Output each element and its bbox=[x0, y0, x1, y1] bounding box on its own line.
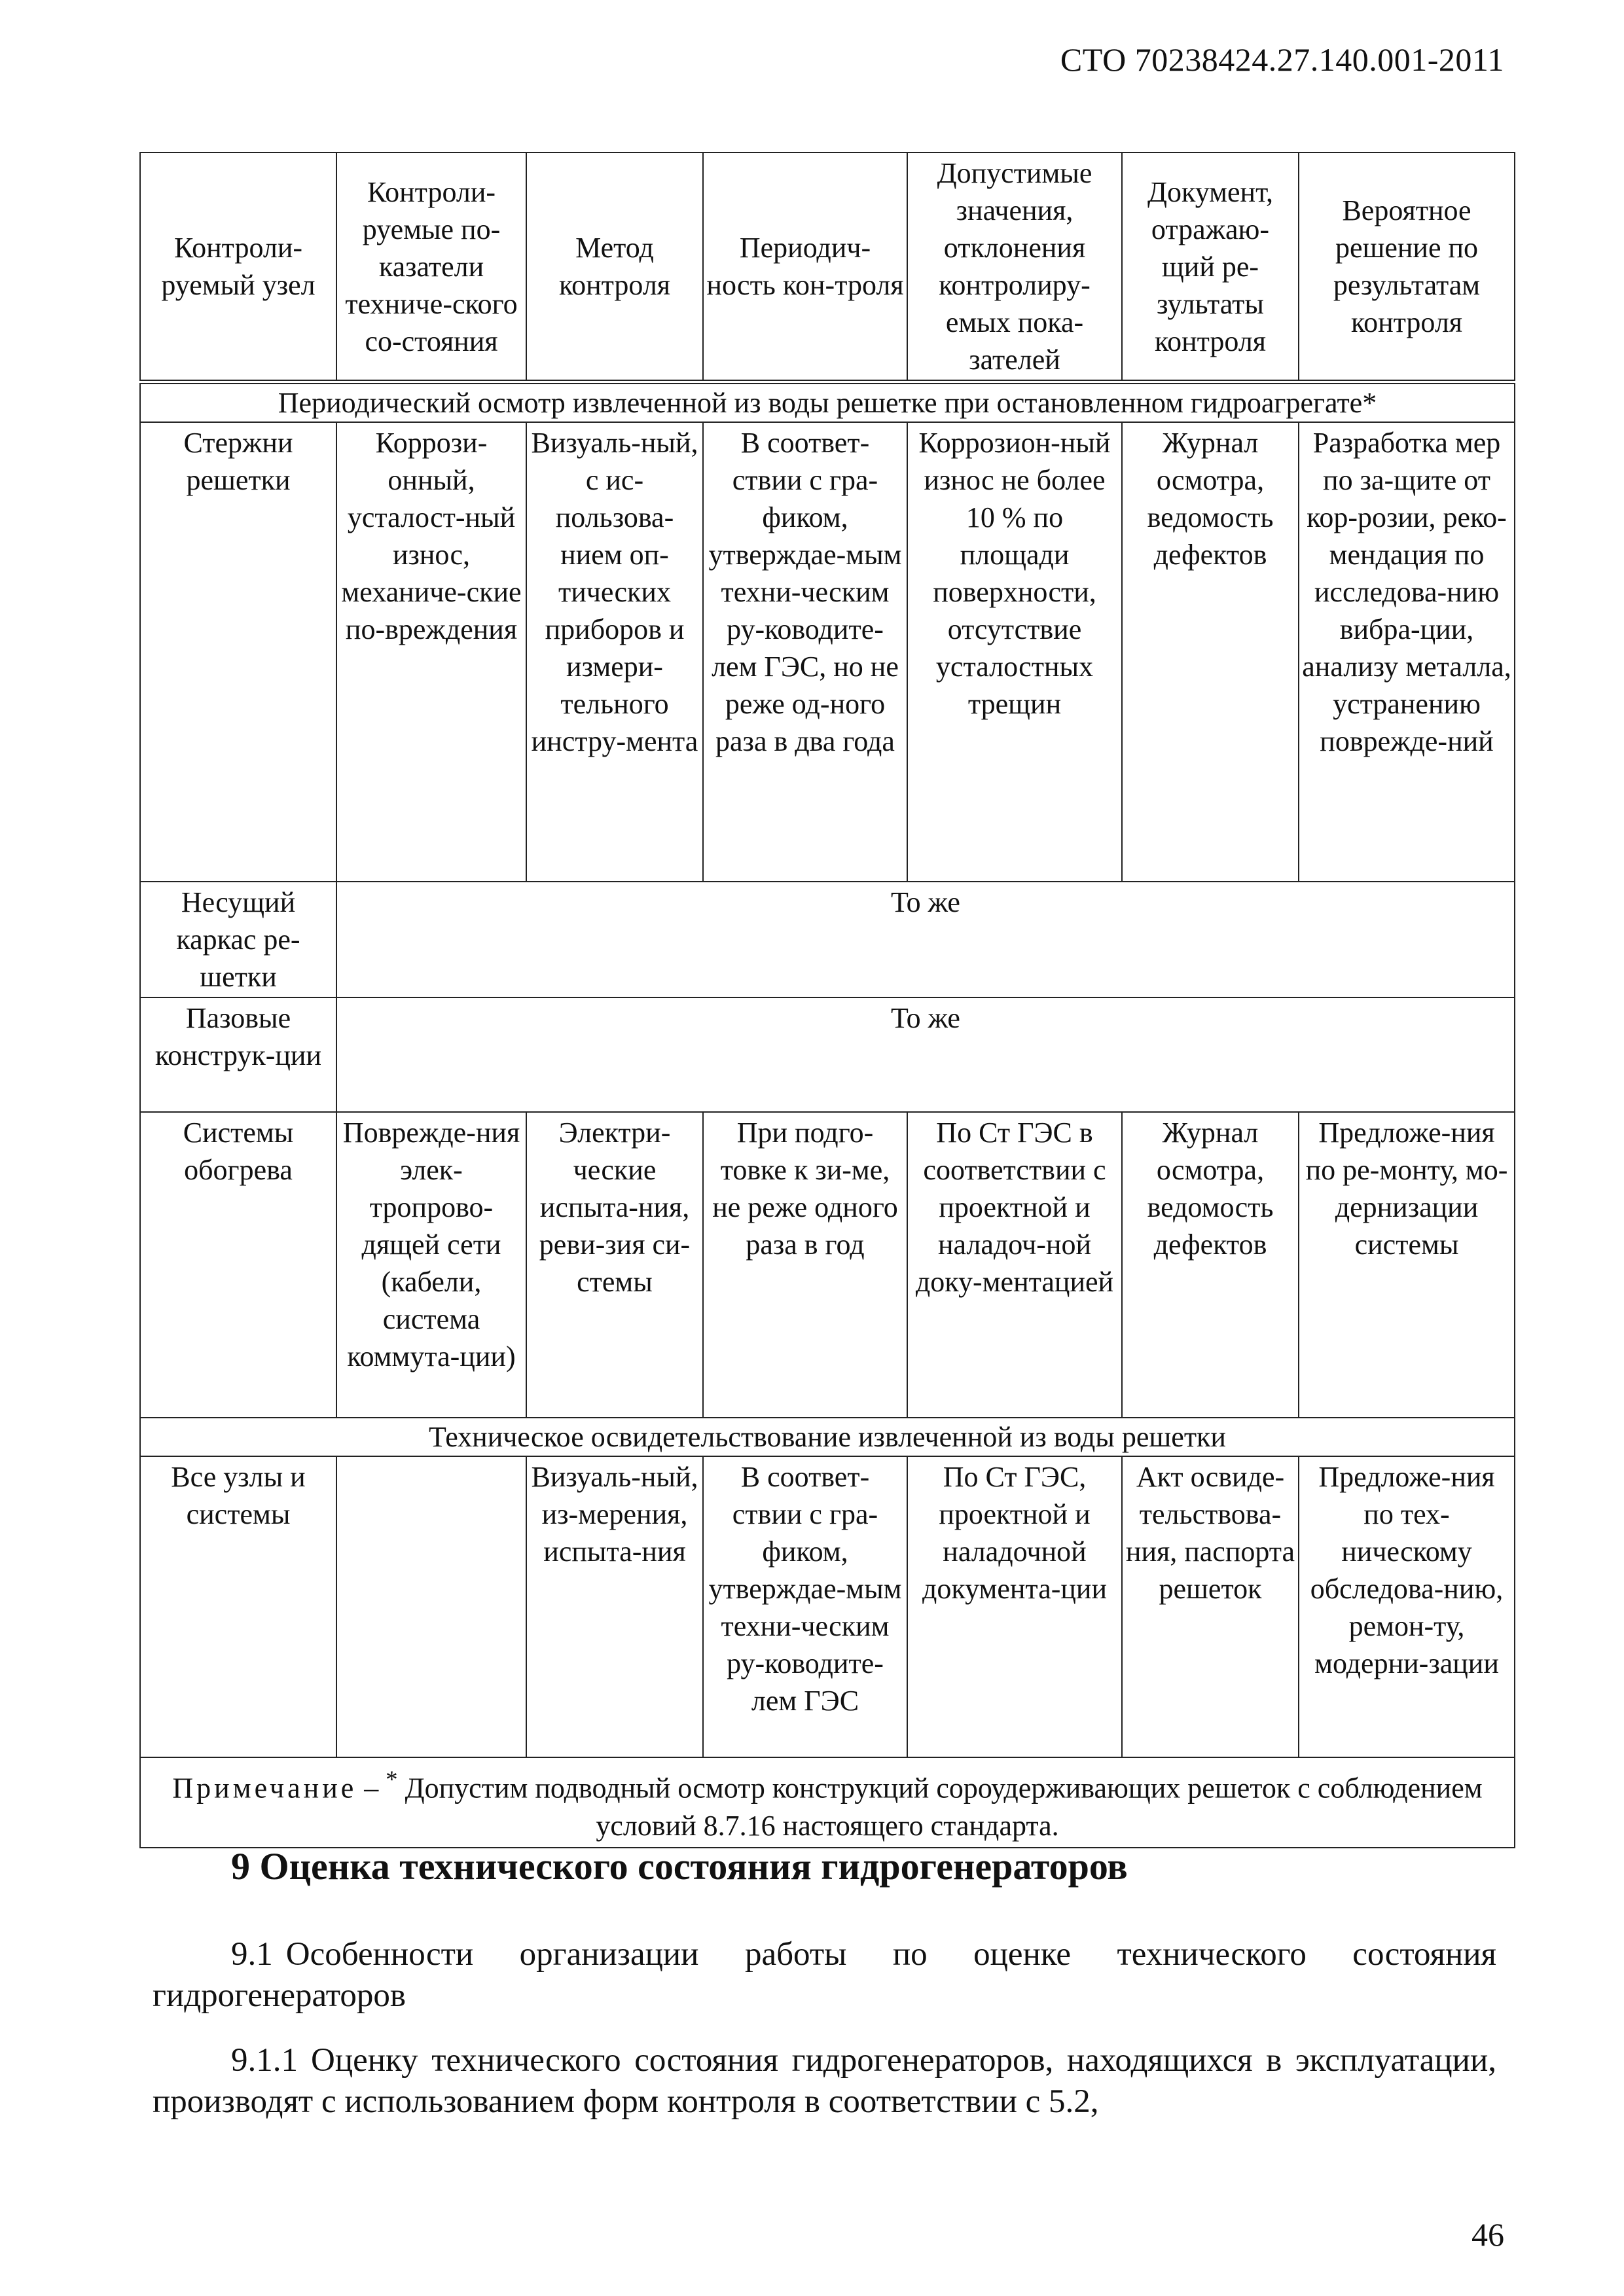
cell-period: В соответ-ствии с гра-фиком, утверждае-мым техни-ческим ру-ководите-лем ГЭС, но не реже од-ного раза в два года bbox=[703, 422, 907, 882]
cell-node: Несущий каркас ре-шетки bbox=[140, 882, 336, 997]
table-row bbox=[140, 1112, 1515, 1418]
column-header-method: Метод контроля bbox=[526, 152, 703, 382]
note-row bbox=[140, 1757, 1515, 1848]
cell-document: Журнал осмотра, ведомость дефектов bbox=[1122, 1112, 1299, 1418]
paragraph-number: 9.1 bbox=[231, 1936, 273, 1973]
paragraph-9-1-1 bbox=[153, 2040, 1496, 2123]
note-mark: * bbox=[386, 1766, 398, 1793]
column-header-document: Документ, отражаю-щий ре-зультаты контроля bbox=[1122, 152, 1299, 382]
column-header-period: Периодич-ность кон-троля bbox=[703, 152, 907, 382]
cell-node: Все узлы и системы bbox=[140, 1456, 336, 1757]
column-header-allowed-values: Допустимые значения, отклонения контролиру-емых пока-зателей bbox=[907, 152, 1122, 382]
table-row bbox=[140, 1456, 1515, 1757]
column-header-indicators: Контроли-руемые по-казатели техниче-ского со-стояния bbox=[336, 152, 526, 382]
cell-node: Пазовые конструк-ции bbox=[140, 997, 336, 1112]
cell-document: Журнал осмотра, ведомость дефектов bbox=[1122, 422, 1299, 882]
cell-decision: Разработка мер по за-щите от кор-розии, реко-мендация по исследова-нию вибра-ции, анализу металла, устранению поврежде-ний bbox=[1299, 422, 1515, 882]
column-header-decision: Вероятное решение по результатам контроля bbox=[1299, 152, 1515, 382]
section-row-periodic-inspection bbox=[140, 382, 1515, 423]
note-dash: – bbox=[357, 1772, 386, 1804]
cell-same: То же bbox=[336, 882, 1515, 997]
table-header bbox=[140, 152, 1515, 382]
cell-allowed-values: По Ст ГЭС в соответствии с проектной и наладоч-ной доку-ментацией bbox=[907, 1112, 1122, 1418]
column-header-node: Контроли-руемый узел bbox=[140, 152, 336, 382]
cell-indicators: Коррози-онный, усталост-ный износ, механиче-ские по-вреждения bbox=[336, 422, 526, 882]
inspection-table bbox=[139, 152, 1515, 1848]
cell-indicators bbox=[336, 1456, 526, 1757]
cell-decision: Предложе-ния по ре-монту, мо-дернизации системы bbox=[1299, 1112, 1515, 1418]
section-title: Техническое освидетельствование извлеченной из воды решетки bbox=[140, 1418, 1515, 1456]
cell-allowed-values: По Ст ГЭС, проектной и наладочной документа-ции bbox=[907, 1456, 1122, 1757]
table-header-row bbox=[140, 152, 1515, 382]
table-row bbox=[140, 422, 1515, 882]
table-row bbox=[140, 882, 1515, 997]
table-row bbox=[140, 997, 1515, 1112]
cell-period: При подго-товке к зи-ме, не реже одного раза в год bbox=[703, 1112, 907, 1418]
paragraph-number: 9.1.1 bbox=[231, 2042, 298, 2079]
cell-method: Визуаль-ный, с ис-пользова-нием оп-тических приборов и измери-тельного инстру-мента bbox=[526, 422, 703, 882]
cell-method: Электри-ческие испыта-ния, реви-зия си-стемы bbox=[526, 1112, 703, 1418]
section-row-technical-examination bbox=[140, 1418, 1515, 1456]
paragraph-text: Особенности организации работы по оценке технического состояния гидрогенераторов bbox=[153, 1936, 1496, 2014]
section-title: Периодический осмотр извлеченной из воды решетке при остановленном гидроагрегате* bbox=[140, 382, 1515, 423]
cell-indicators: Поврежде-ния элек-тропрово-дящей сети (кабели, система коммута-ции) bbox=[336, 1112, 526, 1418]
cell-node: Стержни решетки bbox=[140, 422, 336, 882]
paragraph-9-1 bbox=[153, 1934, 1496, 2017]
cell-decision: Предложе-ния по тех-ническому обследова-нию, ремон-ту, модерни-зации bbox=[1299, 1456, 1515, 1757]
cell-period: В соответ-ствии с гра-фиком, утверждае-мым техни-ческим ру-ководите-лем ГЭС bbox=[703, 1456, 907, 1757]
cell-same: То же bbox=[336, 997, 1515, 1112]
cell-method: Визуаль-ный, из-мерения, испыта-ния bbox=[526, 1456, 703, 1757]
note-label: Примечание bbox=[172, 1772, 357, 1804]
cell-document: Акт освиде-тельствова-ния, паспорта решеток bbox=[1122, 1456, 1299, 1757]
note-text: Допустим подводный осмотр конструкций сороудерживающих решеток с соблюдением условий 8.7.16 настоящего стандарта. bbox=[397, 1772, 1483, 1842]
paragraph-text: Оценку технического состояния гидрогенераторов, находящихся в эксплуатации, производят с использованием форм контроля в соответствии с 5.2, bbox=[153, 2042, 1496, 2120]
cell-node: Системы обогрева bbox=[140, 1112, 336, 1418]
cell-allowed-values: Коррозион-ный износ не более 10 % по площади поверхности, отсутствие усталостных трещин bbox=[907, 422, 1122, 882]
document-code: СТО 70238424.27.140.001-2011 bbox=[1060, 41, 1504, 78]
section-heading: 9 Оценка технического состояния гидрогенераторов bbox=[231, 1845, 1128, 1888]
page-number: 46 bbox=[1471, 2216, 1504, 2253]
table-note bbox=[140, 1757, 1515, 1848]
